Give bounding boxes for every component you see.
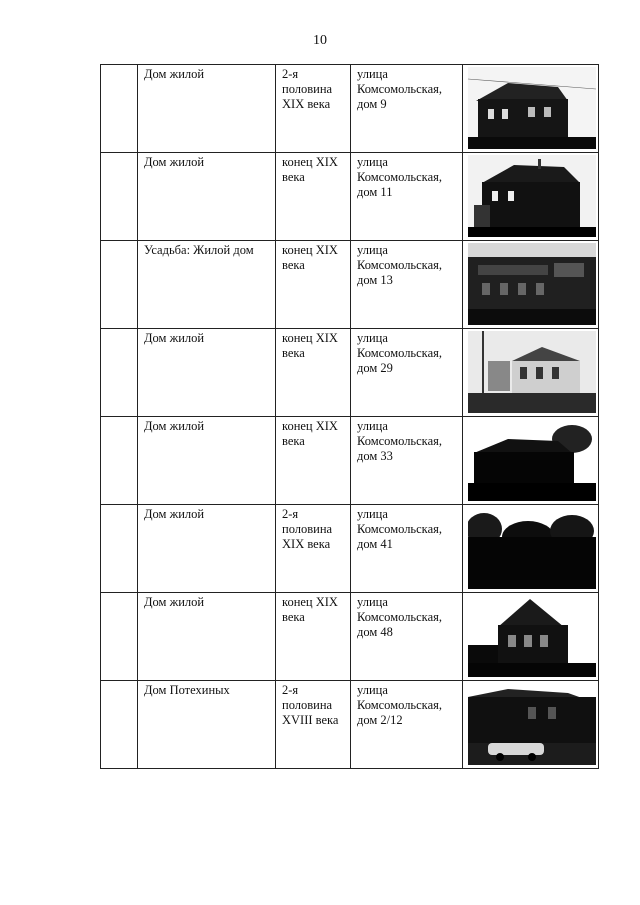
row-number-cell	[101, 241, 138, 329]
address-line: дом 13	[357, 273, 393, 287]
address-line: Комсомольская,	[357, 522, 442, 536]
period-cell	[276, 681, 351, 769]
address-line: улица	[357, 331, 388, 345]
object-name-cell: Дом жилой	[138, 593, 276, 681]
row-number-cell	[101, 417, 138, 505]
photo-cell	[463, 241, 599, 329]
address-line: улица	[357, 155, 388, 169]
house-photo-light-facade-icon	[468, 331, 596, 413]
period-line: конец XIX	[282, 331, 338, 345]
address-cell	[351, 65, 463, 153]
row-number-cell	[101, 593, 138, 681]
period-line: 2-я	[282, 683, 299, 697]
row-number-cell	[101, 65, 138, 153]
address-line: дом 2/12	[357, 713, 403, 727]
address-line: Комсомольская,	[357, 82, 442, 96]
address-line: улица	[357, 683, 388, 697]
address-cell	[351, 505, 463, 593]
address-cell	[351, 593, 463, 681]
photo-cell	[463, 65, 599, 153]
address-line: Комсомольская,	[357, 434, 442, 448]
table-row	[101, 65, 599, 153]
period-line: половина	[282, 82, 333, 96]
photo-cell	[463, 505, 599, 593]
period-cell	[276, 417, 351, 505]
house-photo-gable-icon	[468, 595, 596, 677]
photo-cell	[463, 153, 599, 241]
period-cell	[276, 153, 351, 241]
address-line: дом 11	[357, 185, 393, 199]
house-photo-two-storey-dark-icon	[468, 155, 596, 237]
address-line: дом 48	[357, 625, 393, 639]
address-line: улица	[357, 67, 388, 81]
object-name-cell: Дом Потехиных	[138, 681, 276, 769]
period-cell	[276, 241, 351, 329]
object-name-cell: Усадьба: Жилой дом	[138, 241, 276, 329]
table-row	[101, 593, 599, 681]
row-number-cell	[101, 153, 138, 241]
period-line: века	[282, 610, 305, 624]
address-cell	[351, 153, 463, 241]
address-line: Комсомольская,	[357, 170, 442, 184]
period-line: XIX века	[282, 537, 331, 551]
period-line: конец XIX	[282, 243, 338, 257]
address-line: улица	[357, 507, 388, 521]
period-line: века	[282, 346, 305, 360]
address-line: Комсомольская,	[357, 610, 442, 624]
period-line: конец XIX	[282, 419, 338, 433]
heritage-objects-table	[100, 64, 599, 769]
period-line: XVIII века	[282, 713, 339, 727]
period-cell	[276, 505, 351, 593]
table-row	[101, 417, 599, 505]
address-line: улица	[357, 243, 388, 257]
period-line: 2-я	[282, 67, 299, 81]
address-line: дом 9	[357, 97, 387, 111]
photo-cell	[463, 593, 599, 681]
address-line: дом 33	[357, 449, 393, 463]
address-line: улица	[357, 419, 388, 433]
photo-cell	[463, 329, 599, 417]
period-cell	[276, 329, 351, 417]
period-line: XIX века	[282, 97, 331, 111]
table-row	[101, 241, 599, 329]
address-line: дом 29	[357, 361, 393, 375]
address-line: Комсомольская,	[357, 346, 442, 360]
period-line: половина	[282, 522, 333, 536]
photo-cell	[463, 681, 599, 769]
house-photo-with-car-icon	[468, 683, 596, 765]
period-cell	[276, 593, 351, 681]
table-row	[101, 153, 599, 241]
period-line: конец XIX	[282, 595, 338, 609]
table-row	[101, 505, 599, 593]
table-row	[101, 681, 599, 769]
period-line: века	[282, 434, 305, 448]
row-number-cell	[101, 329, 138, 417]
address-cell	[351, 241, 463, 329]
house-photo-trees-icon	[468, 507, 596, 589]
period-line: половина	[282, 698, 333, 712]
period-line: века	[282, 258, 305, 272]
period-line: конец XIX	[282, 155, 338, 169]
object-name-cell: Дом жилой	[138, 65, 276, 153]
address-line: Комсомольская,	[357, 698, 442, 712]
house-photo-single-storey-icon	[468, 419, 596, 501]
address-line: дом 41	[357, 537, 393, 551]
address-line: Комсомольская,	[357, 258, 442, 272]
address-cell	[351, 681, 463, 769]
page-number: 10	[313, 33, 327, 48]
object-name-cell: Дом жилой	[138, 417, 276, 505]
row-number-cell	[101, 505, 138, 593]
object-name-cell: Дом жилой	[138, 153, 276, 241]
row-number-cell	[101, 681, 138, 769]
address-line: улица	[357, 595, 388, 609]
address-cell	[351, 417, 463, 505]
photo-cell	[463, 417, 599, 505]
house-photo-two-storey-icon	[468, 67, 596, 149]
house-photo-long-facade-icon	[468, 243, 596, 325]
object-name-cell: Дом жилой	[138, 329, 276, 417]
period-line: 2-я	[282, 507, 299, 521]
table-body	[101, 65, 599, 769]
object-name-cell: Дом жилой	[138, 505, 276, 593]
period-line: века	[282, 170, 305, 184]
table-row	[101, 329, 599, 417]
address-cell	[351, 329, 463, 417]
period-cell	[276, 65, 351, 153]
